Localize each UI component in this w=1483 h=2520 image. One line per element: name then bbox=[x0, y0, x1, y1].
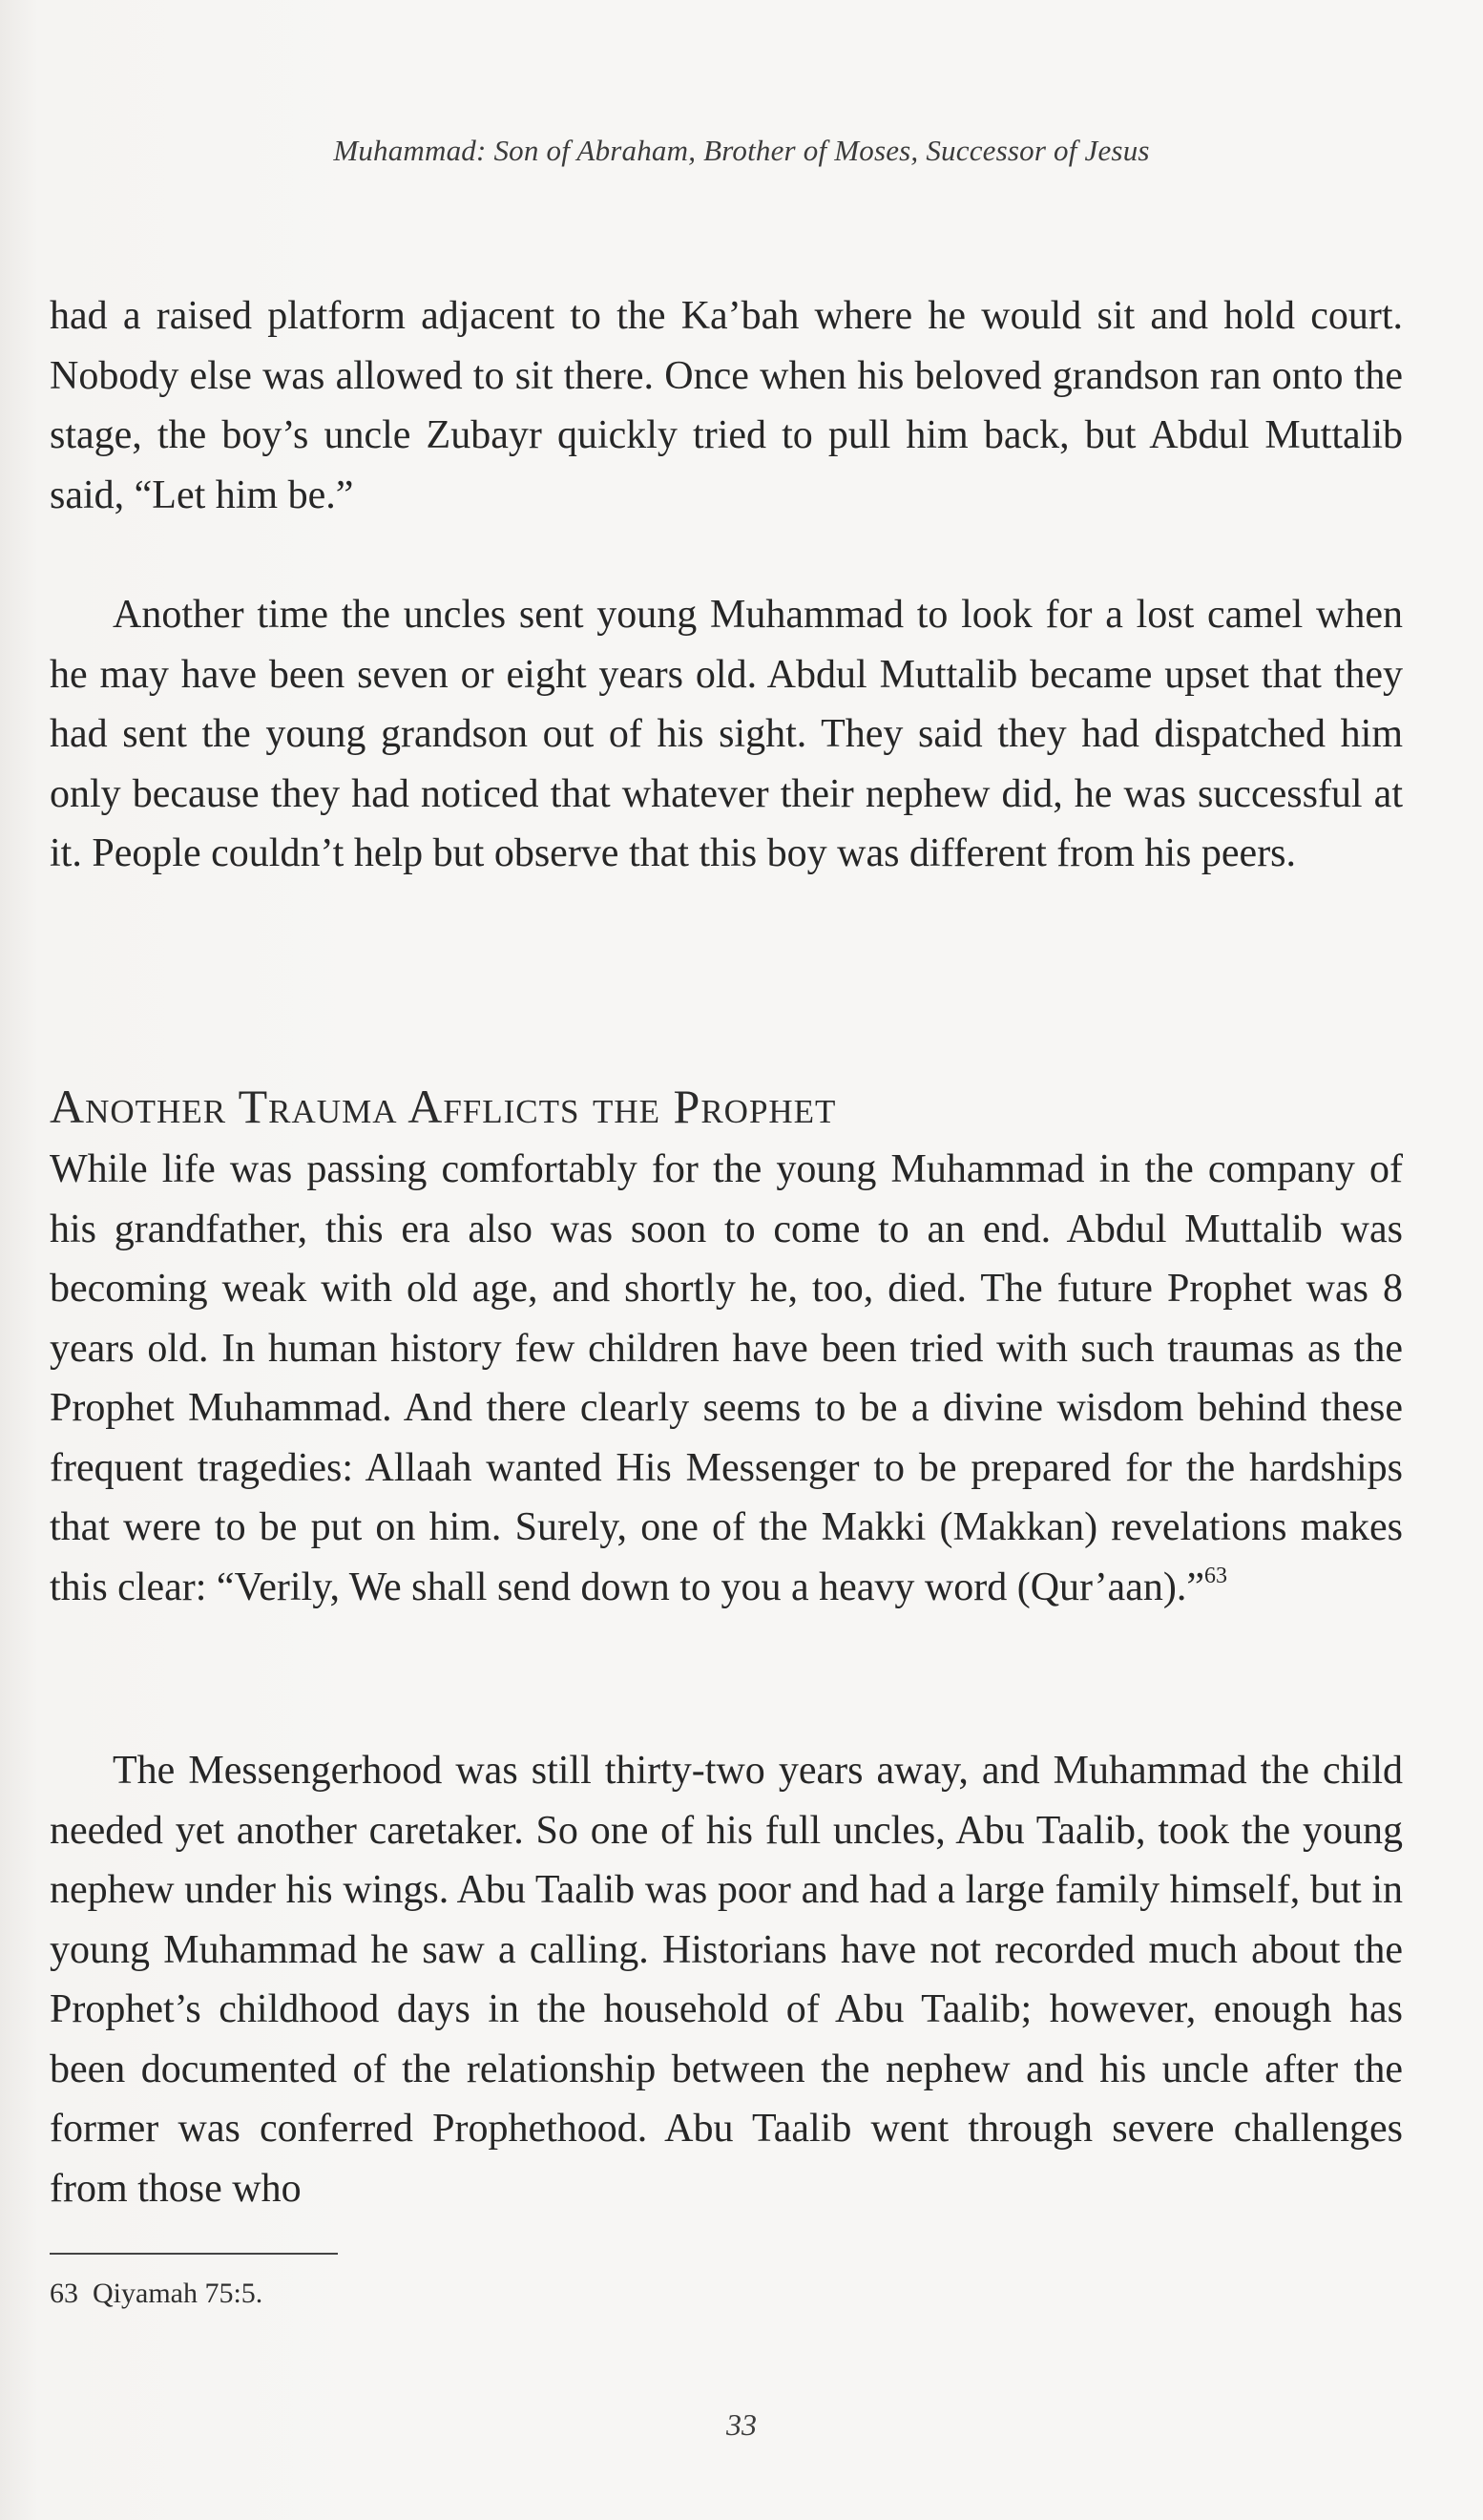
paragraph-text: Another time the uncles sent young Muhammad to look for a lost camel when he may have been seven or eight years old. Abdul Muttalib became upset that they had sent the young grandson out of his sight. They said they had dispatched him only because they had noticed that whatever their nephew did, he was successful at it. People couldn’t help but observe that this boy was different from his peers. bbox=[50, 593, 1403, 875]
paragraph-grandfather-death bbox=[50, 1140, 1403, 1617]
footnote-reference: 63 bbox=[1203, 1563, 1227, 1588]
paragraph-text: The Messengerhood was still thirty-two years away, and Muhammad the child needed yet another caretaker. So one of his full uncles, Abu Taalib, took the young nephew under his wings. Abu Taalib was poor and had a large family himself, but in young Muhammad he saw a calling. Historians have not recorded much about the Prophet’s childhood days in the household of Abu Taalib; however, enough has been documented of the relationship between the nephew and his uncle after the former was conferred Prophethood. Abu Taalib went through severe challenges from those who bbox=[50, 1749, 1403, 2211]
paragraph-platform bbox=[50, 286, 1403, 525]
footnote-number: 63 bbox=[50, 2278, 78, 2309]
section-heading: Another Trauma Afflicts the Prophet bbox=[50, 1080, 837, 1133]
paragraph-body: While life was passing comfortably for the young Muhammad in the company of his grandfather, this era also was soon to come to an end. Abdul Muttalib was becoming weak with old age, and shortly he, too, died. The future Prophet was 8 years old. In human history few children have been tried with such traumas as the Prophet Muhammad. And there clearly seems to be a divine wisdom behind these frequent tragedies: Allaah wanted His Messenger to be prepared for the hardships that were to be put on him. Surely, one of the Makki (Makkan) revelations makes this clear: “Verily, We shall send down to you a heavy word (Qur’aan).” bbox=[50, 1147, 1403, 1609]
paragraph-abu-taalib bbox=[50, 1741, 1403, 2218]
running-header: Muhammad: Son of Abraham, Brother of Moses, Successor of Jesus bbox=[333, 134, 1150, 167]
footnote-text: Qiyamah 75:5. bbox=[93, 2278, 263, 2309]
paragraph-lost-camel bbox=[50, 585, 1403, 884]
page-number: 33 bbox=[726, 2407, 757, 2442]
paragraph-text: had a raised platform adjacent to the Ka’bah where he would sit and hold court. Nobody else was allowed to sit there. Once when his beloved grandson ran onto the stage, the boy’s uncle Zubayr quickly tried to pull him back, but Abdul Muttalib said, “Let him be.” bbox=[50, 294, 1403, 517]
paragraph-text bbox=[50, 1140, 1403, 1617]
footnote bbox=[50, 2278, 262, 2310]
footnote-divider bbox=[50, 2253, 338, 2255]
